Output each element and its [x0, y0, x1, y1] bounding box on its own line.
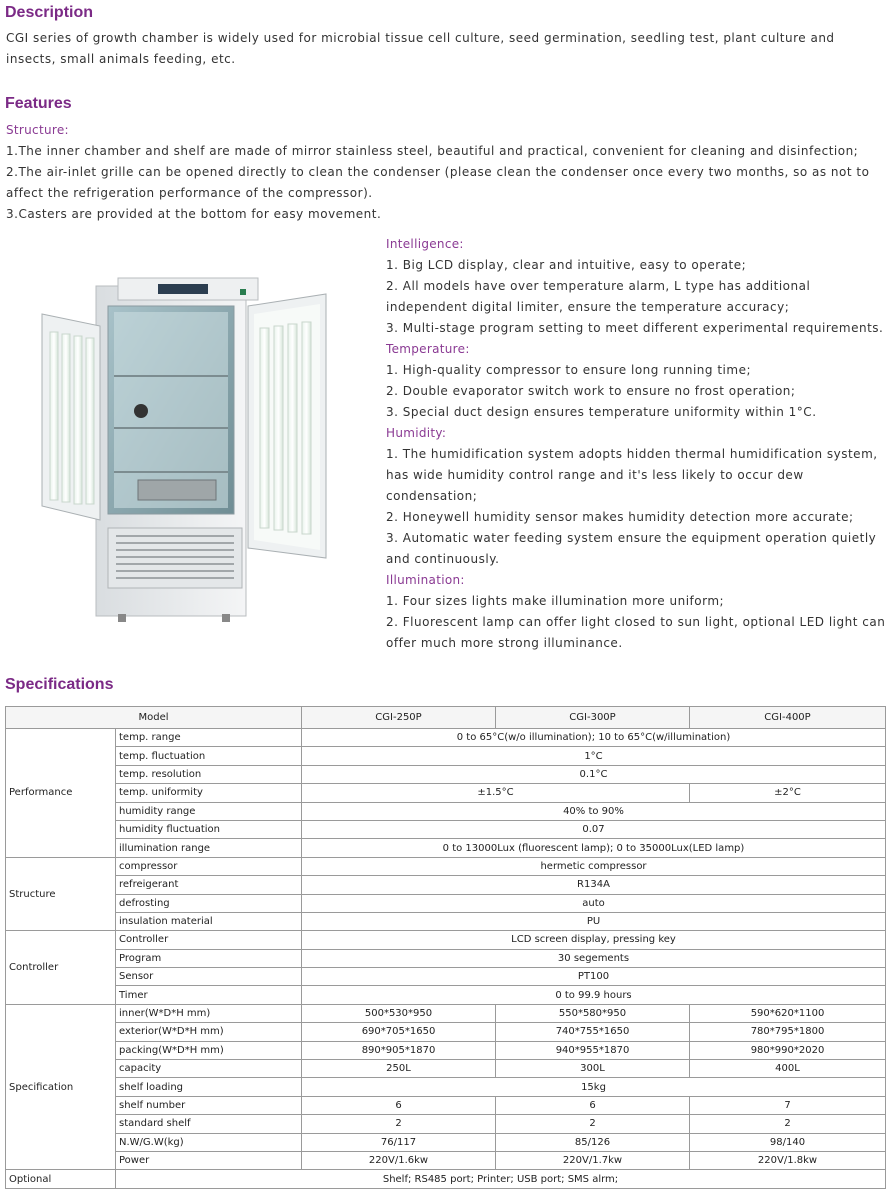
row-value: 550*580*950 [496, 1004, 690, 1022]
row-label: Sensor [116, 968, 302, 986]
row-value: 0.1°C [302, 765, 886, 783]
row-value: 2 [496, 1115, 690, 1133]
temperature-title: Temperature: [386, 342, 470, 356]
row-label: Controller [116, 931, 302, 949]
row-label: Power [116, 1151, 302, 1169]
intelligence-item: 3. Multi-stage program setting to meet different experimental requirements. [386, 321, 884, 335]
table-row [6, 968, 886, 986]
row-label: inner(W*D*H mm) [116, 1004, 302, 1022]
features-right-column [386, 234, 886, 654]
row-value: 30 segements [302, 949, 886, 967]
table-row [6, 986, 886, 1004]
table-row [6, 784, 886, 802]
row-value: 0 to 65°C(w/o illumination); 10 to 65°C(w/illumination) [302, 729, 886, 747]
row-label: refreigerant [116, 876, 302, 894]
group-optional: Optional [6, 1170, 116, 1188]
row-label: N.W/G.W(kg) [116, 1133, 302, 1151]
row-value: 0.07 [302, 820, 886, 838]
row-value: 0 to 99.9 hours [302, 986, 886, 1004]
table-row [6, 839, 886, 857]
row-value: hermetic compressor [302, 857, 886, 875]
row-value: 220V/1.7kw [496, 1151, 690, 1169]
header-cgi-250p: CGI-250P [302, 707, 496, 729]
row-value: 890*905*1870 [302, 1041, 496, 1059]
specifications-table [5, 706, 886, 1189]
row-label: temp. uniformity [116, 784, 302, 802]
row-value: 98/140 [690, 1133, 886, 1151]
illumination-item: 1. Four sizes lights make illumination more uniform; [386, 594, 725, 608]
table-row [6, 1096, 886, 1114]
row-value: 780*795*1800 [690, 1023, 886, 1041]
row-value: 85/126 [496, 1133, 690, 1151]
table-row [6, 949, 886, 967]
row-value: 400L [690, 1060, 886, 1078]
table-row [6, 931, 886, 949]
row-label: exterior(W*D*H mm) [116, 1023, 302, 1041]
humidity-item: 3. Automatic water feeding system ensure the equipment operation quietly and continuously. [386, 531, 877, 566]
group-structure: Structure [6, 857, 116, 931]
table-row [6, 1133, 886, 1151]
row-value: 940*955*1870 [496, 1041, 690, 1059]
row-value: auto [302, 894, 886, 912]
row-value: 300L [496, 1060, 690, 1078]
structure-item: 1.The inner chamber and shelf are made of mirror stainless steel, beautiful and practical, convenient for cleaning and disinfection; [6, 144, 859, 158]
table-row [6, 820, 886, 838]
row-label: compressor [116, 857, 302, 875]
row-value: 6 [496, 1096, 690, 1114]
table-row [6, 857, 886, 875]
row-value: PT100 [302, 968, 886, 986]
row-value: Shelf; RS485 port; Printer; USB port; SMS alrm; [116, 1170, 886, 1188]
table-row [6, 729, 886, 747]
row-value: ±2°C [690, 784, 886, 802]
humidity-item: 1. The humidification system adopts hidden thermal humidification system, has wide humidity control range and it's less likely to occur dew condensation; [386, 447, 878, 503]
row-label: humidity range [116, 802, 302, 820]
row-value: 7 [690, 1096, 886, 1114]
table-row [6, 876, 886, 894]
row-label: temp. range [116, 729, 302, 747]
header-cgi-300p: CGI-300P [496, 707, 690, 729]
table-row [6, 1078, 886, 1096]
temperature-item: 3. Special duct design ensures temperature uniformity within 1°C. [386, 405, 817, 419]
intelligence-title: Intelligence: [386, 237, 464, 251]
table-row [6, 1115, 886, 1133]
row-label: illumination range [116, 839, 302, 857]
structure-title: Structure: [6, 123, 69, 137]
row-label: packing(W*D*H mm) [116, 1041, 302, 1059]
table-row [6, 1023, 886, 1041]
temperature-item: 1. High-quality compressor to ensure long running time; [386, 363, 751, 377]
row-value: 0 to 13000Lux (fluorescent lamp); 0 to 35000Lux(LED lamp) [302, 839, 886, 857]
table-row [6, 802, 886, 820]
table-row [6, 1004, 886, 1022]
features-heading: Features [5, 95, 72, 112]
structure-item: 2.The air-inlet grille can be opened directly to clean the condenser (please clean the condenser once every two months, so as not to affect the refrigeration performance of the compressor). [6, 165, 870, 200]
table-row [6, 894, 886, 912]
temperature-item: 2. Double evaporator switch work to ensure no frost operation; [386, 384, 796, 398]
table-row [6, 1041, 886, 1059]
row-value: 40% to 90% [302, 802, 886, 820]
row-value: PU [302, 912, 886, 930]
specifications-heading: Specifications [5, 676, 114, 693]
row-label: humidity fluctuation [116, 820, 302, 838]
group-performance: Performance [6, 729, 116, 858]
row-label: temp. fluctuation [116, 747, 302, 765]
intelligence-item: 1. Big LCD display, clear and intuitive, easy to operate; [386, 258, 747, 272]
row-label: Program [116, 949, 302, 967]
table-row [6, 1151, 886, 1169]
table-row [6, 1060, 886, 1078]
row-label: shelf loading [116, 1078, 302, 1096]
group-controller: Controller [6, 931, 116, 1005]
table-row [6, 1170, 886, 1188]
group-specification: Specification [6, 1004, 116, 1170]
illumination-item: 2. Fluorescent lamp can offer light closed to sun light, optional LED light can offer much more strong illuminance. [386, 615, 886, 650]
structure-item: 3.Casters are provided at the bottom for easy movement. [6, 207, 382, 221]
row-value: 76/117 [302, 1133, 496, 1151]
row-value: 2 [690, 1115, 886, 1133]
row-label: capacity [116, 1060, 302, 1078]
row-value: 590*620*1100 [690, 1004, 886, 1022]
table-row [6, 765, 886, 783]
row-label: defrosting [116, 894, 302, 912]
row-value: 15kg [302, 1078, 886, 1096]
description-text: CGI series of growth chamber is widely used for microbial tissue cell culture, seed germination, seedling test, plant culture and insects, small animals feeding, etc. [6, 31, 835, 66]
row-value: 220V/1.6kw [302, 1151, 496, 1169]
row-value: 980*990*2020 [690, 1041, 886, 1059]
row-value: 740*755*1650 [496, 1023, 690, 1041]
row-value: 1°C [302, 747, 886, 765]
row-label: insulation material [116, 912, 302, 930]
row-label: Timer [116, 986, 302, 1004]
row-label: temp. resolution [116, 765, 302, 783]
row-value: LCD screen display, pressing key [302, 931, 886, 949]
row-value: R134A [302, 876, 886, 894]
structure-features [6, 120, 886, 225]
header-model: Model [6, 707, 302, 729]
table-header-row [6, 707, 886, 729]
humidity-title: Humidity: [386, 426, 447, 440]
header-cgi-400p: CGI-400P [690, 707, 886, 729]
row-value: ±1.5°C [302, 784, 690, 802]
intelligence-item: 2. All models have over temperature alarm, L type has additional independent digital limiter, ensure the temperature accuracy; [386, 279, 811, 314]
illumination-title: Illumination: [386, 573, 465, 587]
description-heading: Description [5, 4, 94, 21]
table-row [6, 912, 886, 930]
humidity-item: 2. Honeywell humidity sensor makes humidity detection more accurate; [386, 510, 854, 524]
row-value: 500*530*950 [302, 1004, 496, 1022]
row-label: standard shelf [116, 1115, 302, 1133]
row-label: shelf number [116, 1096, 302, 1114]
row-value: 220V/1.8kw [690, 1151, 886, 1169]
row-value: 690*705*1650 [302, 1023, 496, 1041]
table-row [6, 747, 886, 765]
row-value: 250L [302, 1060, 496, 1078]
row-value: 6 [302, 1096, 496, 1114]
growth-chamber-photo [8, 258, 370, 678]
row-value: 2 [302, 1115, 496, 1133]
